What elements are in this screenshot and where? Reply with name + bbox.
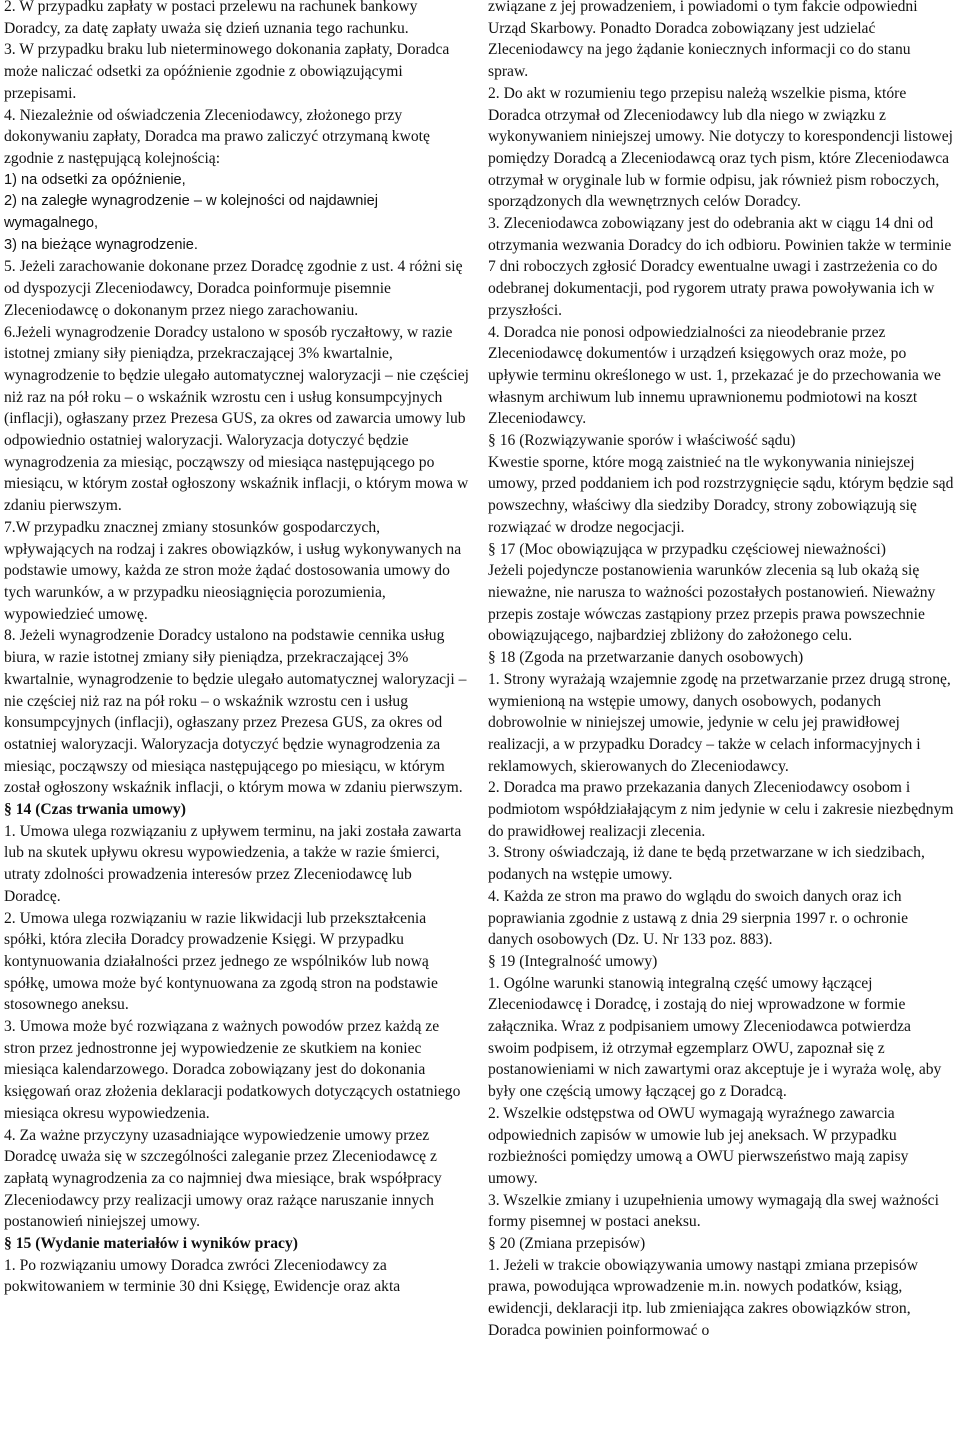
paragraph: 5. Jeżeli zarachowanie dokonane przez Doradcę zgodnie z ust. 4 różni się od dyspozycji Zleceniodawcy, Doradca poinformuje pisemnie Zleceniodawcę o dokonanym przez niego zarachowaniu.	[4, 258, 463, 319]
paragraph: Kwestie sporne, które mogą zaistnieć na tle wykonywania niniejszej umowy, przed poddaniem ich pod rozstrzygnięcie sądu, którym będzie sąd powszechny, właściwy dla siedziby Doradcy, strony zobowiązują się rozwiązać w drodze negocjacji.	[488, 453, 954, 536]
paragraph: 2. W przypadku zapłaty w postaci przelewu na rachunek bankowy Doradcy, za datę zapłaty uważa się dzień uznania tego rachunku.	[4, 0, 418, 37]
paragraph: 1. Po rozwiązaniu umowy Doradca zwróci Zleceniodawcy za pokwitowaniem w terminie 30 dni Księgę, Ewidencje oraz akta	[4, 1256, 401, 1296]
paragraph: 3. Umowa może być rozwiązana z ważnych powodów przez każdą ze stron przez jednostronne jej wypowiedzenie ze skutkiem na koniec miesiąca kalendarzowego. Doradca zobowiązany jest do dokonania księgowań oraz złożenia deklaracji podatkowych dotyczących ostatniego miesiąca okresu wypowiedzenia.	[4, 1018, 461, 1122]
paragraph: 3. Wszelkie zmiany i uzupełnienia umowy wymagają dla swej ważności formy pisemnej w postaci aneksu.	[488, 1191, 939, 1231]
paragraph: 1. Jeżeli w trakcie obowiązywania umowy nastąpi zmiana przepisów prawa, powodująca wprowadzenie m.in. nowych podatków, ksiąg, ewidencji, deklaracji itp. lub zmieniająca zakres obowiązków stron, Doradca powinien poinformować o	[488, 1256, 918, 1339]
paragraph: Jeżeli pojedyncze postanowienia warunków zlecenia są lub okażą się nieważne, nie narusza to ważności pozostałych postanowień. Nieważny przepis zostaje wówczas zastąpiony przez przepis prawa powszechnie obowiązującego, najbardziej zbliżony do założonego celu.	[488, 562, 936, 645]
paragraph: 2. Do akt w rozumieniu tego przepisu należą wszelkie pisma, które Doradca otrzymał od Zleceniodawcy lub dla niego w związku z wykonywaniem niniejszej umowy. Nie dotyczy to korespondencji listowej pomiędzy Doradcą a Zleceniodawcą oraz tych pism, które Zleceniodawca otrzymał w oryginale lub w formie odpisu, jak również pism roboczych, sporządzonych dla wewnętrznych celów Doradcy.	[488, 84, 953, 211]
paragraph: 7.W przypadku znacznej zmiany stosunków gospodarczych, wpływających na rodzaj i zakres obowiązków, i usług wykonywanych na podstawie umowy, każda ze stron może żądać dostosowania umowy do tych warunków, a w przypadku nieosiągnięcia porozumienia, wypowiedzieć umowę.	[4, 518, 462, 623]
section-heading: § 15 (Wydanie materiałów i wyników pracy)	[4, 1235, 298, 1253]
paragraph: 2. Wszelkie odstępstwa od OWU wymagają wyraźnego zawarcia odpowiednich zapisów w umowie lub jej aneksach. W przypadku rozbieżności pomiędzy umową a OWU pierwszeństwo mają zapisy umowy.	[488, 1104, 909, 1187]
left-column	[4, 0, 470, 1436]
paragraph: 3. W przypadku braku lub nieterminowego dokonania zapłaty, Doradca może naliczać odsetki za opóźnienie zgodnie z obowiązującymi przepisami.	[4, 41, 450, 102]
section-heading: § 20 (Zmiana przepisów)	[488, 1235, 646, 1253]
paragraph: 1. Ogólne warunki stanowią integralną część umowy łączącej Zleceniodawcę i Doradcę, i zostają do niej wprowadzone w formie załącznika. Wraz z podpisaniem umowy Zleceniodawca potwierdza swoim podpisem, iż otrzymał egzemplarz OWU, zapoznał się z postanowieniami w nich zawartymi oraz akceptuje je i wyraża wolę, aby były one częścią umowy łączącej go z Doradcą.	[488, 974, 942, 1101]
paragraph: 2. Umowa ulega rozwiązaniu w razie likwidacji lub przekształcenia spółki, która zleciła Doradcy prowadzenie Księgi. W przypadku kontynuowania działalności przez jednego ze wspólników lub nową spółkę, umowa może być kontynuowana za zgodą stron na podstawie stosownego aneksu.	[4, 909, 438, 1014]
paragraph: 1. Umowa ulega rozwiązaniu z upływem terminu, na jaki została zawarta lub na skutek upływu okresu wypowiedzenia, a także w razie śmierci, utraty zdolności prowadzenia interesów przez Zleceniodawcę lub Doradcę.	[4, 822, 462, 905]
paragraph: 4. Za ważne przyczyny uzasadniające wypowiedzenie umowy przez Doradcę uważa się w szczególności zaleganie przez Zleceniodawcę z zapłatą wynagrodzenia za co najmniej dwa miesiące, brak współpracy Zleceniodawcy przy realizacji umowy oraz rażące naruszanie innych postanowień niniejszej umowy.	[4, 1126, 442, 1231]
paragraph: 4. Niezależnie od oświadczenia Zleceniodawcy, złożonego przy dokonywaniu zapłaty, Doradca ma prawo zaliczyć otrzymaną kwotę zgodnie z następującą kolejnością:	[4, 106, 430, 167]
section-heading: § 16 (Rozwiązywanie sporów i właściwość sądu)	[488, 432, 796, 450]
paragraph: 4. Każda ze stron ma prawo do wglądu do swoich danych oraz ich poprawiania zgodnie z ustawą z dnia 29 sierpnia 1997 r. o ochronie danych osobowych (Dz. U. Nr 133 poz. 883).	[488, 887, 909, 949]
section-heading: § 14 (Czas trwania umowy)	[4, 801, 186, 819]
paragraph: 8. Jeżeli wynagrodzenie Doradcy ustalono na podstawie cennika usług biura, w razie istotnej zmiany siły pieniądza, przekraczającej 3% kwartalnie, wynagrodzenie to będzie ulegało automatycznej waloryzacji – nie częściej niż raz na pół roku – o wskaźnik wzrostu cen i usług konsumpcyjnych (inflacji), ogłaszany przez Prezesa GUS, za okres od ostatniej waloryzacji. Waloryzacja dotyczyć będzie wynagrodzenia za miesiąc, począwszy od miesiąca następującego po miesiącu, w którym został ogłoszony wskaźnik inflacji, o którym mowa w zdaniu pierwszym.	[4, 627, 467, 797]
paragraph: związane z jej prowadzeniem, i powiadomi o tym fakcie odpowiedni Urząd Skarbowy. Ponadto Doradca zobowiązany jest udzielać Zleceniodawcy na jego żądanie koniecznych informacji co do stanu spraw.	[488, 0, 918, 81]
list-item: 2) na zaległe wynagrodzenie – w kolejności od najdawniej wymagalnego,	[4, 193, 378, 232]
section-heading: § 18 (Zgoda na przetwarzanie danych osobowych)	[488, 649, 804, 667]
right-column	[488, 0, 954, 1436]
paragraph: 3. Strony oświadczają, iż dane te będą przetwarzane w ich siedzibach, podanych na wstępie umowy.	[488, 844, 925, 884]
paragraph: 4. Doradca nie ponosi odpowiedzialności za nieodebranie przez Zleceniodawcę dokumentów i urządzeń księgowych oraz może, po upływie terminu określonego w ust. 1, przekazać je do przechowania we własnym archiwum lub innemu uprawnionemu podmiotowi na koszt Zleceniodawcy.	[488, 323, 941, 428]
list-item: 1) na odsetki za opóźnienie,	[4, 171, 186, 188]
section-heading: § 17 (Moc obowiązująca w przypadku częściowej nieważności)	[488, 540, 886, 558]
paragraph: 2. Doradca ma prawo przekazania danych Zleceniodawcy osobom i podmiotom współdziałającym z nim jedynie w celu i zakresie niezbędnym do prawidłowej realizacji zlecenia.	[488, 779, 954, 840]
paragraph: 6.Jeżeli wynagrodzenie Doradcy ustalono w sposób ryczałtowy, w razie istotnej zmiany siły pieniądza, przekraczającej 3% kwartalnie, wynagrodzenie to będzie ulegało automatycznej waloryzacji – nie częściej niż raz na pół roku – o wskaźnik wzrostu cen i usług konsumpcyjnych (inflacji), ogłaszany przez Prezesa GUS, za okres od zawarcia umowy lub odpowiednio ostatniej waloryzacji. Waloryzacja dotyczyć będzie wynagrodzenia za miesiąc, począwszy od miesiąca następującego po miesiącu, w którym został ogłoszony wskaźnik inflacji, o którym mowa w zdaniu pierwszym.	[4, 323, 469, 515]
section-heading: § 19 (Integralność umowy)	[488, 952, 658, 970]
list-item: 3) na bieżące wynagrodzenie.	[4, 236, 198, 253]
paragraph: 1. Strony wyrażają wzajemnie zgodę na przetwarzanie przez drugą stronę, wymienioną na wstępie umowy, danych osobowych, podanych dobrowolnie w niniejszej umowie, jedynie w celu jej prawidłowej realizacji, a w przypadku Doradcy – także w celach informacyjnych i reklamowych, skierowanych do Zleceniodawcy.	[488, 670, 951, 775]
paragraph: 3. Zleceniodawca zobowiązany jest do odebrania akt w ciągu 14 dni od otrzymania wezwania Doradcy do ich odbioru. Powinien także w terminie 7 dni roboczych zgłosić Doradcy ewentualne uwagi i zastrzeżenia co do odebranej dokumentacji, pod rygorem utraty prawa powoływania ich w przyszłości.	[488, 215, 952, 319]
